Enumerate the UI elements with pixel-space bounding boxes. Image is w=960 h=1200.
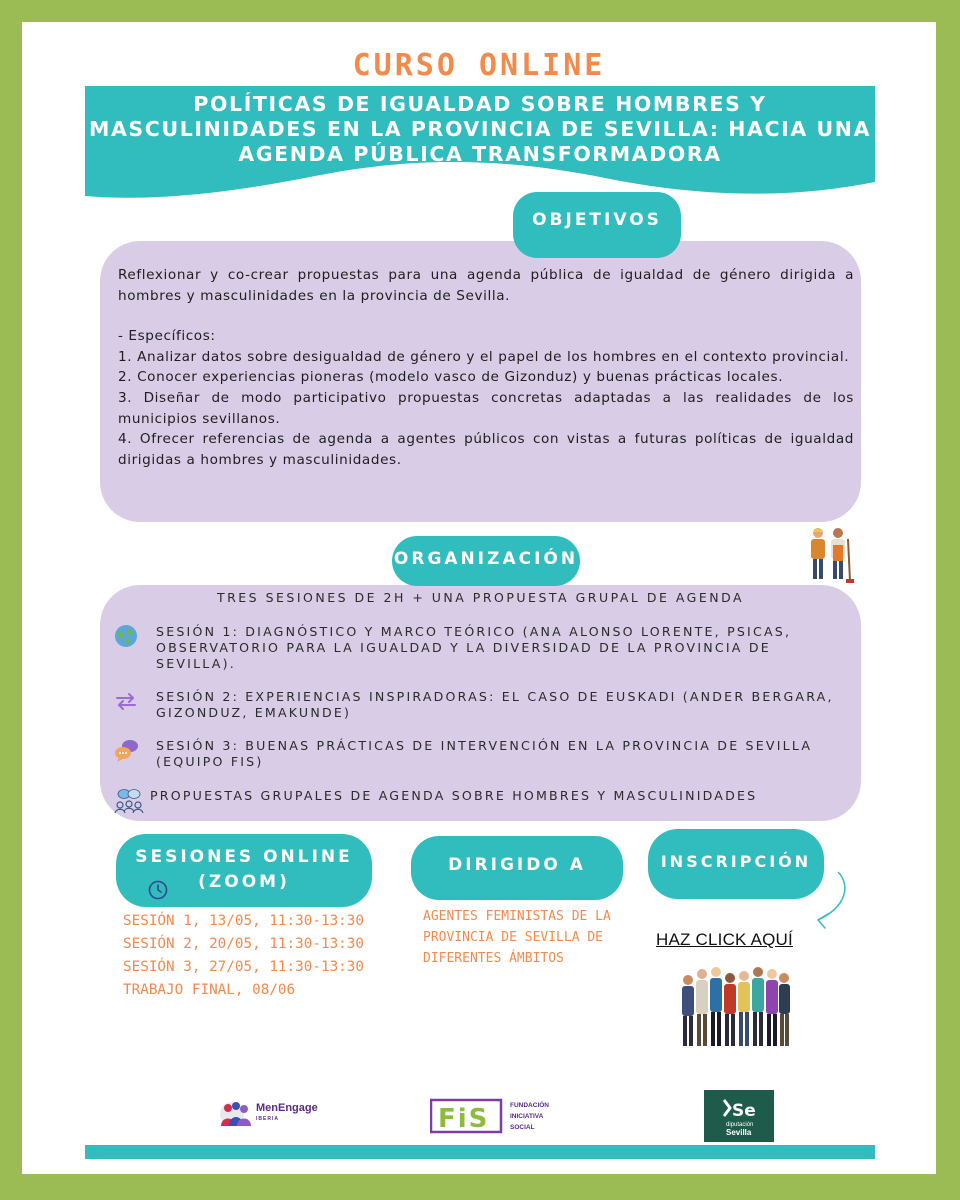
fis-line1: FUNDACIÓN [510, 1102, 549, 1109]
organization-label: ORGANIZACIÓN [392, 536, 580, 586]
exchange-arrows-icon [114, 689, 138, 713]
session-text: PROPUESTAS GRUPALES DE AGENDA SOBRE HOMBRES Y MASCULINIDADES [150, 788, 758, 803]
title-banner [85, 86, 875, 206]
objectives-label: OBJETIVOS [513, 192, 681, 258]
session-date: TRABAJO FINAL, 08/06 [123, 982, 296, 998]
menengage-logo [218, 1092, 368, 1136]
clock-icon [148, 880, 168, 900]
session-dates [123, 910, 393, 1002]
poster [22, 22, 936, 1174]
fis-mark: FiS [438, 1104, 490, 1134]
course-title: POLÍTICAS DE IGUALDAD SOBRE HOMBRES Y MASCULINIDADES EN LA PROVINCIA DE SEVILLA: HACIA UNA AGENDA PÚBLICA TRANSFORMADORA [88, 92, 872, 166]
diputacion-sevilla-logo [704, 1090, 774, 1142]
globe-icon [114, 624, 138, 648]
target-audience-label: DIRIGIDO A [411, 836, 623, 900]
fis-logo [430, 1096, 560, 1136]
diputacion-mark: Se [732, 1101, 756, 1121]
workers-illustration [804, 525, 854, 585]
menengage-name: MenEngage [256, 1102, 318, 1114]
objective-item: 4. Ofrecer referencias de agenda a agentes públicos con vistas a futuras políticas de igualdad dirigidas a hombres y masculinidades. [118, 431, 854, 468]
online-sessions-label: SESIONES ONLINE (ZOOM) [116, 834, 372, 907]
session-date: SESIÓN 2, 20/05, 11:30-13:30 [123, 936, 365, 952]
session-date: SESIÓN 3, 27/05, 11:30-13:30 [123, 959, 365, 975]
fis-line2: INICIATIVA [510, 1113, 544, 1120]
session-text: SESIÓN 1: DIAGNÓSTICO Y MARCO TEÓRICO (ANA ALONSO LORENTE, PSICAS, OBSERVATORIO PARA LA IGUALDAD Y LA DIVERSIDAD DE LA PROVINCIA DE SEVILLA). [156, 624, 792, 671]
diputacion-line2: Sevilla [726, 1128, 752, 1137]
registration-link[interactable]: HAZ CLICK AQUÍ [656, 930, 793, 949]
fis-line3: SOCIAL [510, 1124, 535, 1131]
course-type-heading: CURSO ONLINE [352, 48, 606, 83]
diputacion-line1: diputación [726, 1122, 754, 1128]
session-text: SESIÓN 3: BUENAS PRÁCTICAS DE INTERVENCIÓN EN LA PROVINCIA DE SEVILLA (EQUIPO FIS) [156, 738, 813, 769]
registration-label: INSCRIPCIÓN [648, 829, 824, 899]
session-text: SESIÓN 2: EXPERIENCIAS INSPIRADORAS: EL CASO DE EUSKADI (ANDER BERGARA, GIZONDUZ, EMAKUNDE) [156, 689, 834, 720]
crowd-illustration [678, 962, 792, 1052]
objective-item: 3. Diseñar de modo participativo propuestas concretas adaptadas a las realidades de los municipios sevillanos. [118, 389, 854, 427]
general-objective: Reflexionar y co-crear propuestas para una agenda pública de igualdad de género dirigida a hombres y masculinidades en la provincia de Sevilla. [118, 267, 854, 304]
footer-bar [85, 1145, 875, 1159]
specific-objectives-heading: - Específicos: [118, 328, 216, 345]
menengage-region: IBERIA [256, 1116, 279, 1122]
target-audience-text: AGENTES FEMINISTAS DE LA PROVINCIA DE SEVILLA DE DIFERENTES ÁMBITOS [423, 909, 611, 966]
chat-bubbles-icon [114, 738, 138, 762]
objective-item: 2. Conocer experiencias pioneras (modelo vasco de Gizonduz) y buenas prácticas locales. [118, 369, 784, 386]
session-date: SESIÓN 1, 13/05, 11:30-13:30 [123, 913, 365, 929]
group-discussion-icon [114, 788, 138, 812]
objective-item: 1. Analizar datos sobre desigualdad de género y el papel de los hombres en el contexto provincial. [118, 348, 850, 365]
organization-subtitle: TRES SESIONES DE 2H + UNA PROPUESTA GRUPAL DE AGENDA [216, 590, 745, 605]
objectives-text [118, 265, 854, 470]
curved-arrow-icon [814, 870, 854, 930]
